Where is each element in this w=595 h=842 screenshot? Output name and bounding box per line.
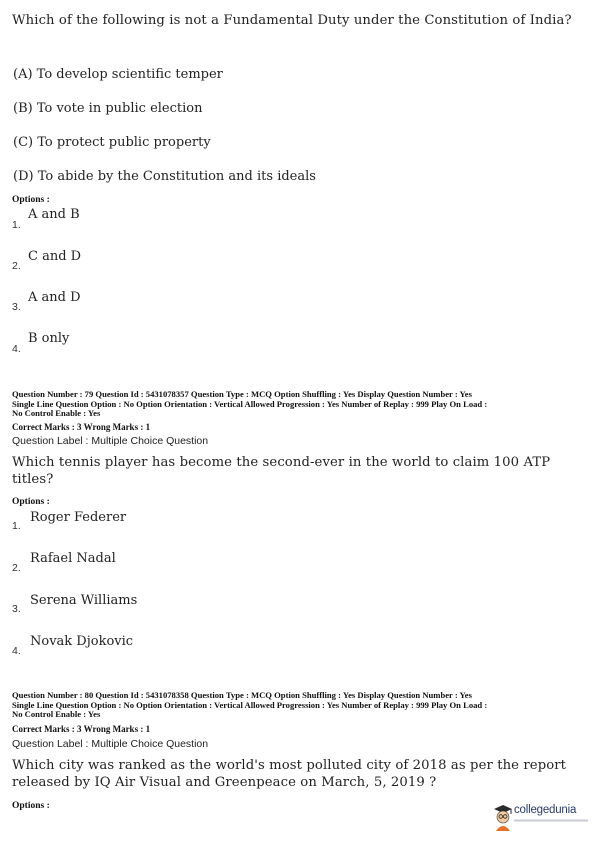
option-number: 1. xyxy=(12,520,21,532)
question-metadata xyxy=(12,691,584,720)
statement-d: (D) To abide by the Constitution and its ideals xyxy=(13,169,316,184)
option-text: Serena Williams xyxy=(30,593,138,608)
option-text: A and D xyxy=(28,290,81,305)
metadata-line: Question Number : 79 Question Id : 5431078357 Question Type : MCQ Option Shuffling : Yes Display Question Number : Yes xyxy=(12,389,472,399)
option-number: 2. xyxy=(12,260,21,272)
question-text: Which city was ranked as the world's most polluted city of 2018 as per the report released by IQ Air Visual and Greenpeace on March, 5, 2019 ? xyxy=(12,758,567,790)
marks-info: Correct Marks : 3 Wrong Marks : 1 xyxy=(12,422,151,432)
question-text: Which tennis player has become the second-ever in the world to claim 100 ATP titles? xyxy=(12,455,551,487)
options-heading: Options : xyxy=(12,801,50,811)
option-number: 4. xyxy=(12,645,21,657)
collegedunia-watermark xyxy=(492,800,592,836)
option-text: Rafael Nadal xyxy=(30,551,116,566)
metadata-line: Question Number : 80 Question Id : 5431078358 Question Type : MCQ Option Shuffling : Yes Display Question Number : Yes xyxy=(12,690,472,700)
option-text: Roger Federer xyxy=(30,510,127,525)
metadata-line: No Control Enable : Yes xyxy=(12,408,101,419)
marks-info: Correct Marks : 3 Wrong Marks : 1 xyxy=(12,724,151,734)
question-text: Which of the following is not a Fundamental Duty under the Constitution of India? xyxy=(12,13,572,28)
statement-a: (A) To develop scientific temper xyxy=(13,67,223,82)
graduate-mascot-icon xyxy=(492,802,514,832)
option-number: 1. xyxy=(12,219,21,231)
metadata-line: No Control Enable : Yes xyxy=(12,709,101,720)
option-text: C and D xyxy=(28,249,82,264)
statement-c: (C) To protect public property xyxy=(13,135,211,150)
option-text: B only xyxy=(28,331,70,346)
option-text: Novak Djokovic xyxy=(30,634,134,649)
option-number: 2. xyxy=(12,562,21,574)
brand-tagline xyxy=(514,819,588,822)
question-metadata xyxy=(12,390,584,419)
question-label: Question Label : Multiple Choice Question xyxy=(12,435,209,447)
option-text: A and B xyxy=(28,207,80,222)
options-heading: Options : xyxy=(12,497,50,507)
metadata-line: Single Line Question Option : No Option Orientation : Vertical Allowed Progression : Yes Number of Replay : 999 Play On Load : xyxy=(12,398,488,409)
statement-b: (B) To vote in public election xyxy=(13,101,203,116)
question-label: Question Label : Multiple Choice Question xyxy=(12,738,209,750)
option-number: 4. xyxy=(12,343,21,355)
option-number: 3. xyxy=(12,301,21,313)
brand-name: collegedunia xyxy=(514,804,577,816)
metadata-line: Single Line Question Option : No Option Orientation : Vertical Allowed Progression : Yes Number of Replay : 999 Play On Load : xyxy=(12,699,488,710)
options-heading: Options : xyxy=(12,195,50,205)
option-number: 3. xyxy=(12,603,21,615)
